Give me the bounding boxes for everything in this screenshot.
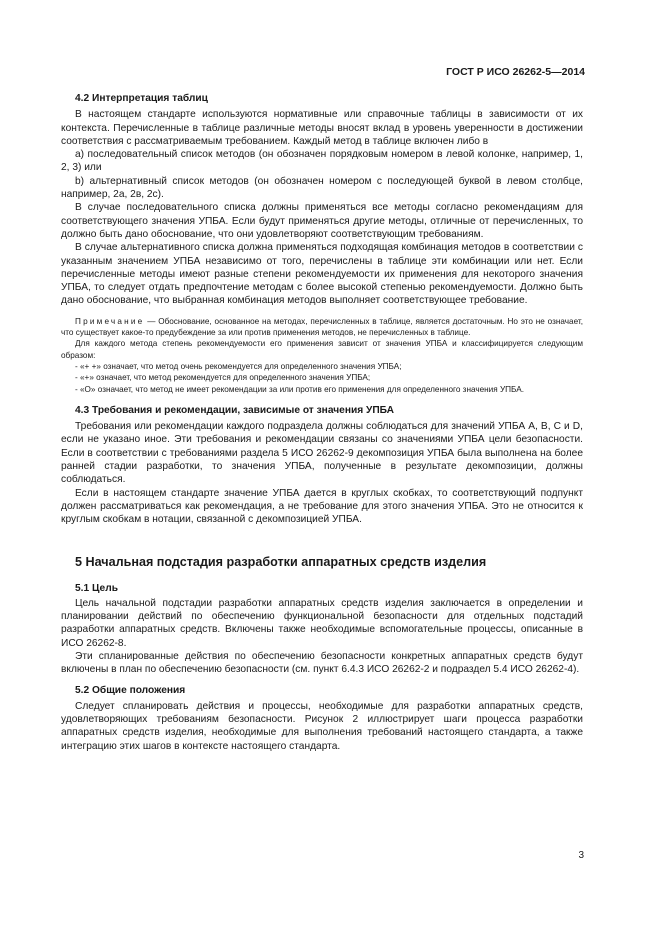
note-label: Примечание [75, 316, 145, 326]
page-number: 3 [578, 850, 584, 861]
section-5-1-paragraph-1: Цель начальной подстадии разработки аппаратных средств изделия заключается в определении и планировании действий по обеспечению функциональной безопасности для отдельных подстадий разработки аппаратных средств. Включены также необходимые вспомогательные процессы, описанные в ИСО 26262-8. [61, 597, 583, 649]
section-4-3-paragraph-1: Требования или рекомендации каждого подраздела должны соблюдаться для значений УПБА А, В, С и D, если не указано иное. Эти требования и рекомендации связаны со значениями УПБА цели безопасности. Если в соответствии с требованиями раздела 5 ИСО 26262-9 декомпозиция УПБА была выполнена на более ранней стадии разработки, то значения УПБА, полученные в результате декомпозиции, должны соблюдаться. [61, 421, 583, 486]
classification-intro: Для каждого метода степень рекомендуемости его применения зависит от значения УПБА и классифицируется следующим образом: [61, 339, 583, 360]
section-5-2-heading: 5.2 Общие положения [75, 684, 186, 696]
note [61, 316, 583, 339]
section-5-1-paragraph-2: Эти спланированные действия по обеспечению безопасности конкретных аппаратных средств будут включены в план по обеспечению безопасности (см. пункт 6.4.3 ИСО 26262-2 и подраздел 5.4 ИСО 26262-4). [61, 650, 583, 676]
list-item-b: b) альтернативный список методов (он обозначен номером с последующей буквой в левом столбце, например, 2а, 2в, 2с). [61, 175, 583, 201]
section-5-2-paragraph-1: Следует спланировать действия и процессы, необходимые для разработки аппаратных средств, удовлетворяющих требованиям безопасности. Рисунок 2 иллюстрирует шаги процесса разработки аппаратных средств изделия, необходимые для выполнения требований настоящего стандарта, а также интеграцию этих шагов в контексте настоящего стандарта. [61, 700, 583, 752]
section-4-3-paragraph-2: Если в настоящем стандарте значение УПБА дается в круглых скобках, то соответствующий подпункт должен рассматриваться как рекомендация, а не требование для этого значения УПБА. Это не относится к круглым скобкам в нотации, связанной с декомпозицией УПБА. [61, 487, 583, 526]
section-5-1-heading: 5.1 Цель [75, 582, 118, 594]
section-5-heading: 5 Начальная подстадия разработки аппаратных средств изделия [75, 554, 487, 569]
list-item-a: а) последовательный список методов (он обозначен порядковым номером в левой колонке, например, 1, 2, 3) или [61, 149, 583, 174]
standard-header: ГОСТ Р ИСО 26262-5—2014 [446, 66, 585, 78]
section-4-2-heading: 4.2 Интерпретация таблиц [75, 93, 208, 104]
recommendation-o: - «О» означает, что метод не имеет рекомендации за или против его применения для определенного значения УПБА. [75, 384, 524, 394]
note-text: — Обоснование, основанное на методах, перечисленных в таблице, является достаточным. Но это не означает, что существует какое-то предубеждение за или против применения методов, не перечисленных в таблице. [61, 316, 583, 338]
recommendation-double-plus: - «+ +» означает, что метод очень рекомендуется для определенного значения УПБА; [75, 361, 402, 371]
recommendation-plus: - «+» означает, что метод рекомендуется для определенного значения УПБА; [75, 373, 371, 383]
section-4-2-paragraph-2: В случае последовательного списка должны применяться все методы согласно рекомендациям для соответствующего значения УПБА. Если будут применяться другие методы, отличные от перечисленных, то должно быть дано обоснование, что они удовлетворяют соответствующим требованиям. [61, 202, 583, 240]
section-4-2-paragraph-3: В случае альтернативного списка должна применяться подходящая комбинация методов в соответствии с указанным значением УПБА независимо от того, перечислены в таблице эти комбинации или нет. Если перечисленные методы имеют разные степени рекомендуемости их применения для некоторого значения УПБА, то следует отдать предпочтение методам с более высокой степенью рекомендуемости. Должно быть дано обоснование, что выбранная комбинация методов выполняет соответствующее требование. [61, 242, 583, 307]
section-4-2-paragraph-1: В настоящем стандарте используются нормативные или справочные таблицы в зависимости от их контекста. Перечисленные в таблице различные методы вносят вклад в уровень уверенности в достижении соответствия с рассматриваемым требованием. Каждый метод в таблице включен либо в [61, 109, 583, 147]
section-4-3-heading: 4.3 Требования и рекомендации, зависимые от значения УПБА [75, 404, 394, 416]
page-content [61, 92, 583, 753]
